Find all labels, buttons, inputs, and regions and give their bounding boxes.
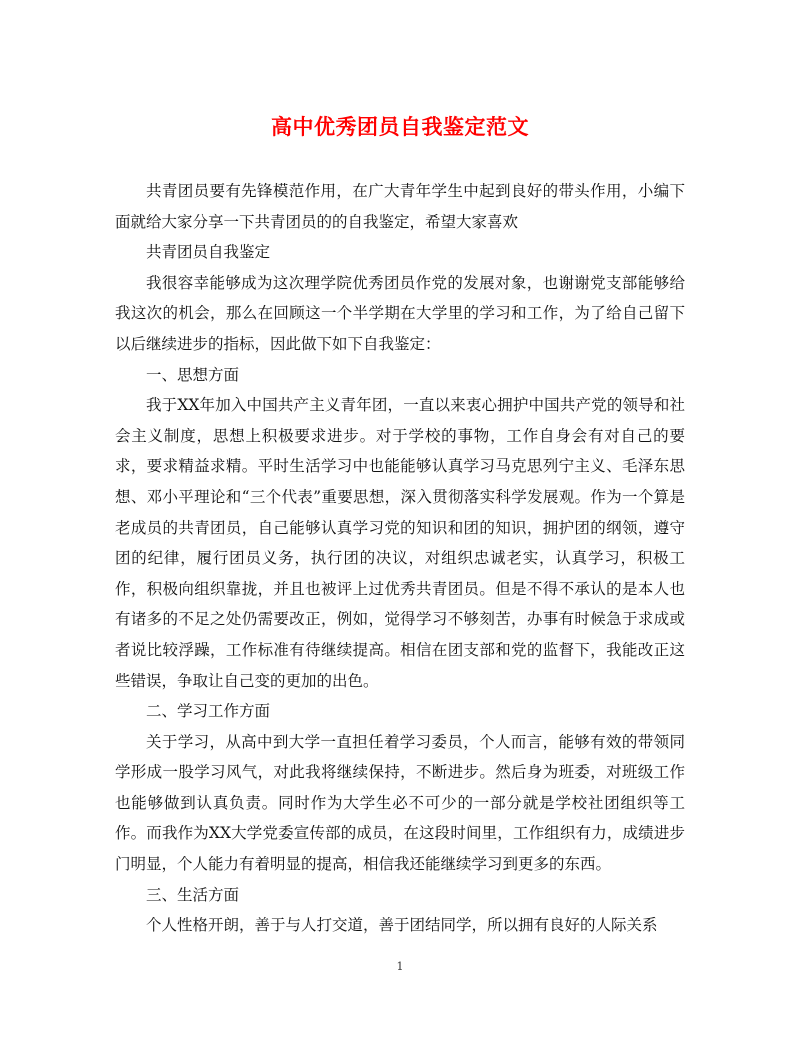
section-text-study-work: 关于学习，从高中到大学一直担任着学习委员，个人而言，能够有效的带领同学形成一股学习风气，对此我将继续保持，不断进步。然后身为班委，对班级工作也能够做到认真负责。同时作为大学生必不可少的一部分就是学校社团组织等工作。而我作为XX大学党委宣传部的成员，在这段时间里，工作组织有力，成绩进步门明显，个人能力有着明显的提高，相信我还能继续学习到更多的东西。 bbox=[115, 732, 685, 874]
section-heading-thought: 一、思想方面 bbox=[146, 365, 240, 384]
page-number: 1 bbox=[396, 960, 404, 973]
section-heading-study-work: 二、学习工作方面 bbox=[146, 702, 271, 721]
intro-paragraph: 共青团员要有先锋模范作用，在广大青年学生中起到良好的带头作用，小编下面就给大家分享一下共青团员的的自我鉴定，希望大家喜欢 bbox=[115, 182, 685, 231]
subtitle-heading: 共青团员自我鉴定 bbox=[146, 243, 271, 262]
section-heading-life: 三、生活方面 bbox=[146, 885, 240, 904]
opening-paragraph: 我很容幸能够成为这次理学院优秀团员作党的发展对象，也谢谢党支部能够给我这次的机会，那么在回顾这一个半学期在大学里的学习和工作，为了给自己留下以后继续进步的指标，因此做下如下自我鉴定： bbox=[115, 273, 685, 353]
document-title: 高中优秀团员自我鉴定范文 bbox=[271, 114, 529, 139]
section-text-life: 个人性格开朗，善于与人打交道，善于团结同学，所以拥有良好的人际关系 bbox=[146, 916, 658, 935]
document-body bbox=[115, 176, 685, 941]
section-text-thought: 我于XX年加入中国共产主义青年团，一直以来衷心拥护中国共产党的领导和社会主义制度，思想上积极要求进步。对于学校的事物，工作自身会有对自己的要求，要求精益求精。平时生活学习中也能能够认真学习马克思列宁主义、毛泽东思想、邓小平理论和“三个代表”重要思想，深入贯彻落实科学发展观。作为一个算是老成员的共青团员，自己能够认真学习党的知识和团的知识，拥护团的纲领，遵守团的纪律，履行团员义务，执行团的决议，对组织忠诚老实，认真学习，积极工作，积极向组织靠拢，并且也被评上过优秀共青团员。但是不得不承认的是本人也有诸多的不足之处仍需要改正，例如，觉得学习不够刻苦，办事有时候急于求成或者说比较浮躁，工作标准有待继续提高。相信在团支部和党的监督下，我能改正这些错误，争取让自己变的更加的出色。 bbox=[115, 396, 685, 690]
